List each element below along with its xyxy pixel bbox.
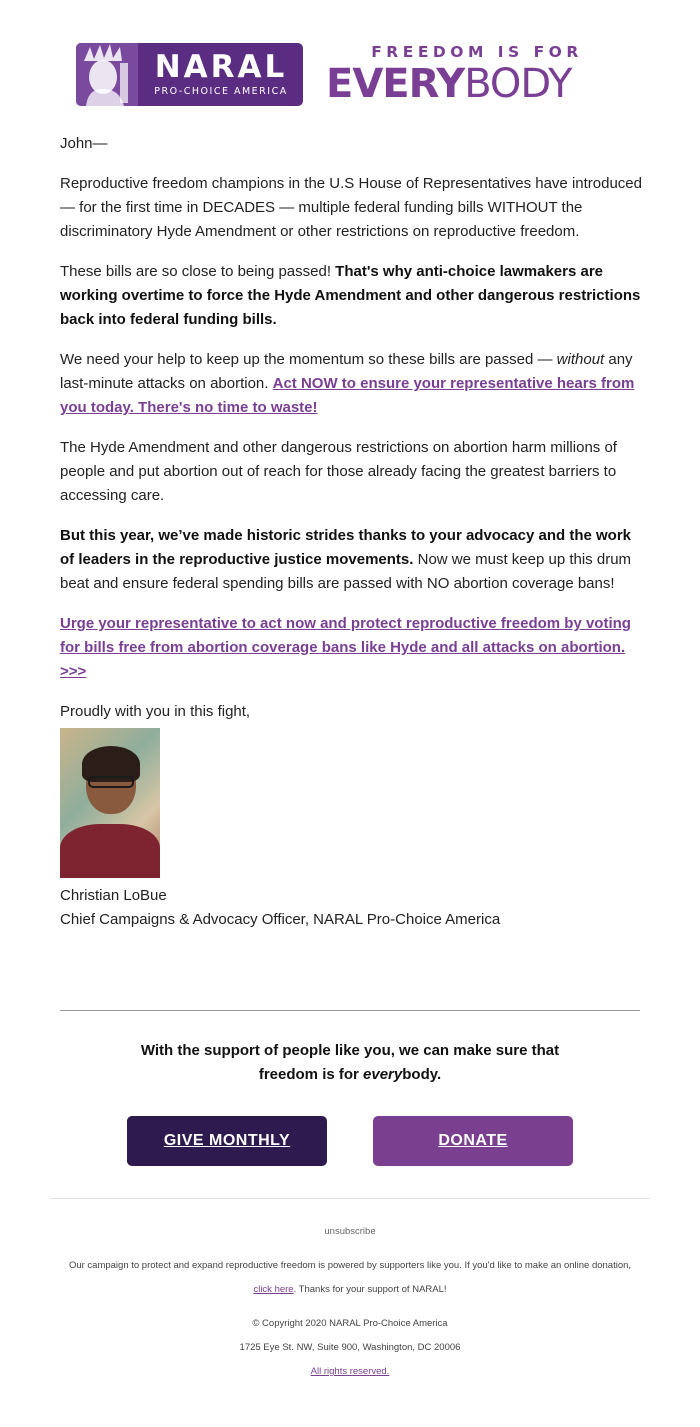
- support-line-2: [90, 1063, 610, 1087]
- statue-of-liberty-icon: [76, 43, 138, 106]
- support-message: [90, 1039, 610, 1087]
- give-monthly-button[interactable]: GIVE MONTHLY: [127, 1116, 327, 1166]
- paragraph-5: [60, 524, 644, 596]
- paragraph-2-bold: That's why anti-choice lawmakers are working overtime to force the Hyde Amendment and other dangerous restrictions back into federal funding bills.: [60, 263, 641, 328]
- paragraph-5-bold: But this year, we’ve made historic strides thanks to your advocacy and the work of leaders in the reproductive justice movements.: [60, 527, 632, 568]
- tagline-every: EVERY: [326, 61, 465, 107]
- closing: Proudly with you in this fight,: [60, 703, 251, 720]
- email-body: [60, 132, 644, 932]
- tagline-body: BODY: [464, 61, 572, 107]
- signer-title: Chief Campaigns & Advocacy Officer, NARAL Pro-Choice America: [60, 911, 501, 928]
- paragraph-2-lead: These bills are so close to being passed!: [60, 263, 336, 280]
- footer-note-lead: Our campaign to protect and expand reproductive freedom is powered by supporters like you. If you'd like to make an online donation,: [68, 1260, 632, 1271]
- greeting: John—: [60, 135, 108, 152]
- footer: [60, 1220, 640, 1384]
- paragraph-2: [60, 260, 644, 332]
- all-rights-reserved-link[interactable]: All rights reserved.: [310, 1366, 390, 1377]
- donate-button[interactable]: DONATE: [373, 1116, 573, 1166]
- paragraph-6: [60, 612, 644, 684]
- divider: [60, 1010, 640, 1011]
- paragraph-3-lead: We need your help to keep up the momentum so these bills are passed —: [60, 351, 557, 368]
- footer-divider: [50, 1198, 650, 1199]
- support-line-2-end: body.: [402, 1066, 442, 1083]
- tagline: [326, 42, 626, 106]
- urge-representative-link[interactable]: Urge your representative to act now and protect reproductive freedom by voting for bills free from abortion coverage bans like Hyde and all attacks on abortion. >>>: [60, 615, 631, 680]
- footer-note-end: . Thanks for your support of NARAL!: [293, 1284, 447, 1295]
- support-line-2-italic: every: [363, 1066, 403, 1083]
- support-line-1: With the support of people like you, we can make sure that: [140, 1042, 560, 1059]
- signer-photo: [60, 728, 160, 878]
- signer-name: Christian LoBue: [60, 887, 167, 904]
- click-here-link[interactable]: click here: [253, 1284, 294, 1295]
- email-header: [0, 40, 700, 110]
- act-now-link[interactable]: Act NOW to ensure your representative hears from you today. There's no time to waste!: [60, 375, 635, 416]
- logo-subtitle: PRO-CHOICE AMERICA: [154, 86, 288, 97]
- paragraph-3-mid: any last-minute attacks on abortion.: [60, 351, 633, 392]
- tagline-top: FREEDOM IS FOR: [371, 43, 583, 61]
- support-line-2-lead: freedom is for: [258, 1066, 364, 1083]
- logo-name: NARAL: [154, 49, 288, 85]
- paragraph-5-rest: Now we must keep up this drum beat and ensure federal spending bills are passed with NO abortion coverage bans!: [60, 551, 632, 592]
- paragraph-3: [60, 348, 644, 420]
- naral-logo[interactable]: [76, 43, 303, 106]
- copyright: © Copyright 2020 NARAL Pro-Choice America: [252, 1318, 448, 1329]
- paragraph-3-italic: without: [556, 351, 605, 368]
- tagline-bottom: [326, 62, 626, 106]
- unsubscribe-link[interactable]: unsubscribe: [324, 1226, 376, 1237]
- footer-note: [60, 1254, 640, 1302]
- address: 1725 Eye St. NW, Suite 900, Washington, DC 20006: [239, 1342, 461, 1353]
- paragraph-4: The Hyde Amendment and other dangerous restrictions on abortion harm millions of people and put abortion out of reach for those already facing the greatest barriers to accessing care.: [60, 439, 617, 504]
- paragraph-1: Reproductive freedom champions in the U.S House of Representatives have introduced — for the first time in DECADES — multiple federal funding bills WITHOUT the discriminatory Hyde Amendment or other restrictions on reproductive freedom.: [60, 175, 642, 240]
